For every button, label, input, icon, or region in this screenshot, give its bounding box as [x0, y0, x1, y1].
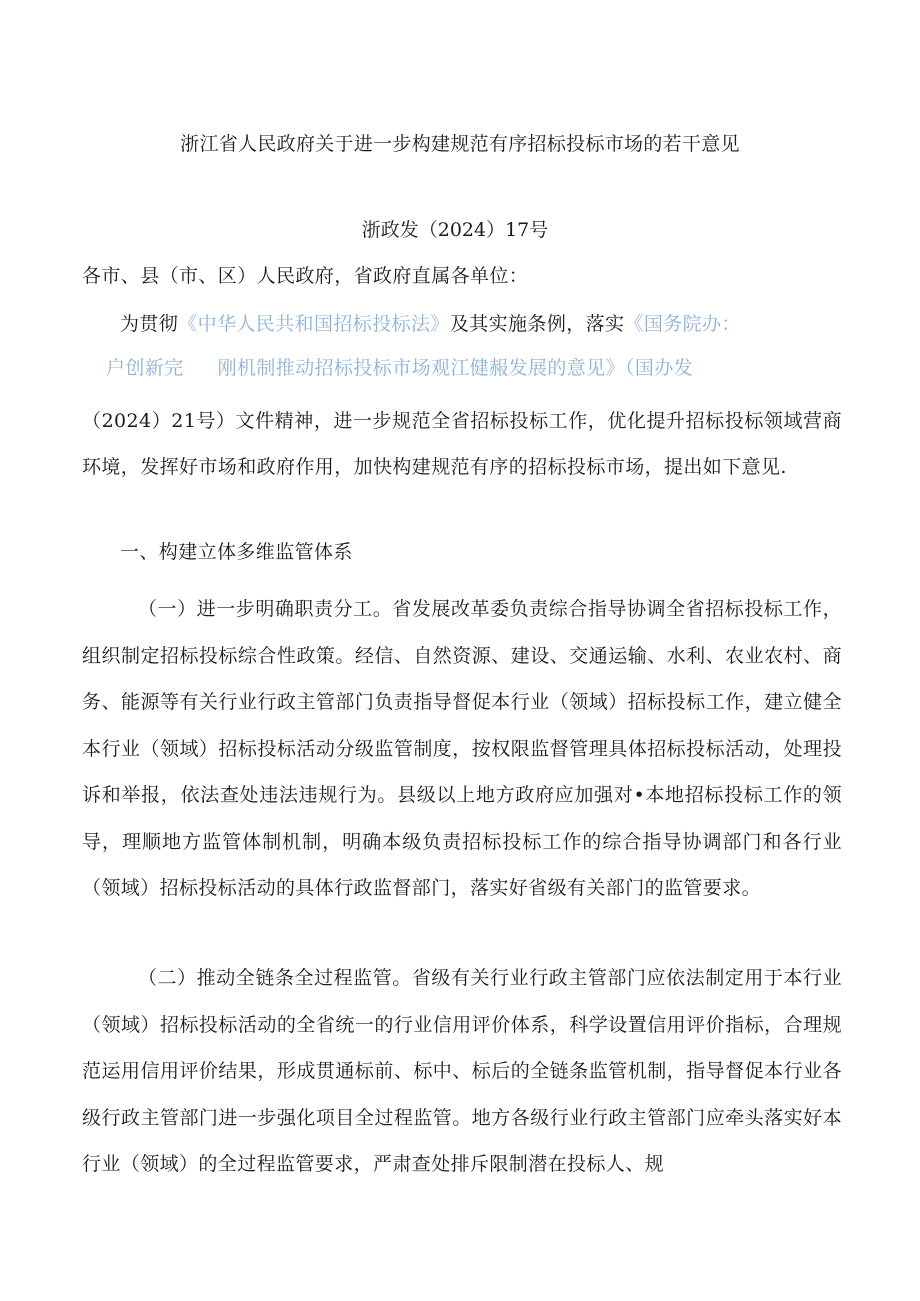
- intro-line-1: [120, 308, 842, 340]
- state-council-office-link[interactable]: 《国务院办：: [624, 313, 741, 335]
- intro-paragraph-rest: （2024）21号）文件精神，进一步规范全省招标投标工作，优化提升招标投标领域营商环境，发挥好市场和政府作用，加快构建规范有序的招标投标市场，提出如下意见.: [82, 410, 842, 478]
- opinion-link-part-a[interactable]: 户创新完: [106, 357, 184, 379]
- opinion-link-part-b[interactable]: 刚机制推动招标投标市场观江健赧发展的意见》: [217, 357, 626, 379]
- intro-suffix: （国办发: [625, 357, 694, 379]
- paragraph-1: （一）进一步明确职责分工。省发展改革委负责综合指导协调全省招标投标工作，组织制定招标投标综合性政策。经信、自然资源、建设、交通运输、水利、农业农村、商务、能源等有关行业行政主管部门负责指导督促本行业（领域）招标投标工作，建立健全本行业（领域）招标投标活动分级监管制度，按权限监督管理具体招标投标活动，处理投诉和举报，依法查处违法违规行为。县级以上地方政府应加强对•本地招标投标工作的领导，理顺地方监管体制机制，明确本级负责招标投标工作的综合指导协调部门和各行业（领域）招标投标活动的具体行政监督部门，落实好省级有关部门的监管要求。: [82, 598, 842, 899]
- paragraph-2: （二）推动全链条全过程监管。省级有关行业行政主管部门应依法制定用于本行业（领域）招标投标活动的全省统一的行业信用评价体系，科学设置信用评价指标，合理规范运用信用评价结果，形成贯通标前、标中、标后的全链条监管机制，指导督促本行业各级行政主管部门进一步强化项目全过程监管。地方各级行业行政主管部门应牵头落实好本行业（领域）的全过程监管要求，严肃查处排斥限制潜在投标人、规: [82, 967, 842, 1175]
- tender-law-link[interactable]: 《中华人民共和国招标投标法》: [178, 313, 450, 335]
- document-title: 浙江省人民政府关于进一步构建规范有序招标投标市场的若干意见: [180, 133, 740, 155]
- intro-line-2: [106, 352, 842, 384]
- intro-middle: 及其实施条例，落实: [449, 313, 625, 335]
- section-1-heading: 一、构建立体多维监管体系: [120, 541, 353, 563]
- greeting-line: 各市、县（市、区）人民政府，省政府直属各单位：: [82, 265, 529, 287]
- intro-prefix: 为贯彻: [120, 313, 179, 335]
- document-number: 浙政发（2024）17号: [361, 219, 549, 241]
